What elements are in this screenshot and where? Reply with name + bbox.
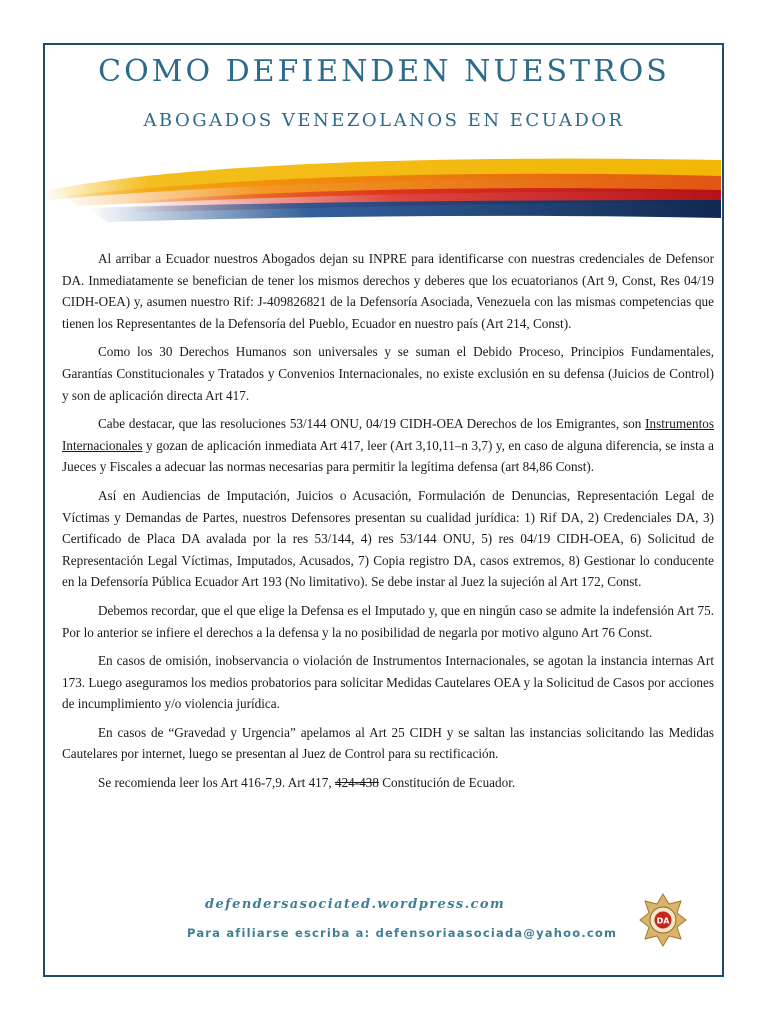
page-title: COMO DEFIENDEN NUESTROS <box>98 54 670 89</box>
paragraph-1: Al arribar a Ecuador nuestros Abogados dejan su INPRE para identificarse con nuestras credenciales de Defensor DA. Inmediatamente se benefician de tener los mismos derechos y deberes que los ecuatorianos (Art 9, Const, Res 04/19 CIDH-OEA) y, asumen nuestro Rif: J-409826821 de la Defensoría Asociada, Venezuela con las mismas competencias que tienen los Representantes de la Defensoría del Pueblo, Ecuador en nuestro país (Art 214, Const). <box>62 251 714 331</box>
paragraph-3-text-a: Cabe destacar, que las resoluciones 53/144 ONU, 04/19 CIDH-OEA Derechos de los Emigrantes, son <box>98 416 646 432</box>
paragraph-5: Debemos recordar, que el que elige la Defensa es el Imputado y, que en ningún caso se admite la indefensión Art 75. Por lo anterior se infiere el derechos a la defensa y la no posibilidad de negarla por motivo alguno Art 76 Const. <box>62 602 714 640</box>
flag-swoosh-banner <box>47 150 721 230</box>
paragraph-3-text-b: y gozan de aplicación inmediata Art 417, leer (Art 3,10,11–n 3,7) y, en caso de alguna diferencia, se insta a Jueces y Fiscales a adecuar las normas necesarias para permitir la legítima defensa (art 84,86 Const). <box>62 437 714 475</box>
instrumentos-internacionales-underlined: Instrumentos Internacionales <box>62 416 714 453</box>
paragraph-3 <box>62 413 714 478</box>
paragraph-8 <box>62 772 714 794</box>
page-subtitle: ABOGADOS VENEZOLANOS EN ECUADOR <box>143 110 625 131</box>
paragraph-6: En casos de omisión, inobservancia o violación de Instrumentos Internacionales, se agotan la instancia internas Art 173. Luego aseguramos los medios probatorios para solicitar Medidas Cautelares OEA y la Solicitud de Casos por acciones de incumplimiento y/o violencia jurídica. <box>62 653 714 712</box>
paragraph-8-text-b: Constitución de Ecuador. <box>378 775 516 791</box>
contact-email-line: Para afiliarse escriba a: defensoriaasociada@yahoo.com <box>187 926 618 940</box>
paragraph-2: Como los 30 Derechos Humanos son universales y se suman el Debido Proceso, Principios Fundamentales, Garantías Constitucionales y Tratados y Convenios Internacionales, no existe exclusión en su defensa (Juicios de Control) y son de aplicación directa Art 417. <box>62 344 714 403</box>
defensoria-seal-icon <box>638 892 688 948</box>
article-body <box>62 248 714 801</box>
paragraph-4: Así en Audiencias de Imputación, Juicios o Acusación, Formulación de Denuncias, Representación Legal de Víctimas y Demandas de Partes, nuestros Defensores presentan su cualidad jurídica: 1) Rif DA, 2) Credenciales DA, 3) Certificado de Placa DA avalada por la res 53/144, 4) res 53/144 ONU, 5) res 04/19 CIDH-OEA, 6) Solicitud de Representación Legal Víctimas, Imputados, Acusados, 7) Copia registro DA, casos extremos, 8) Gestionar lo conducente en la Defensoría Pública Ecuador Art 193 (No limitativo). Se debe instar al Juez la sujeción al Art 172, Const. <box>62 487 714 590</box>
website-link[interactable]: defendersasociated.wordpress.com <box>205 897 506 912</box>
paragraph-8-text-a: Se recomienda leer los Art 416-7,9. Art 417, <box>98 775 335 791</box>
seal-label: DA <box>656 916 670 926</box>
strikethrough-articles: 424-438 <box>334 775 379 791</box>
paragraph-7: En casos de “Gravedad y Urgencia” apelamos al Art 25 CIDH y se saltan las instancias solicitando las Medidas Cautelares por internet, luego se presentan al Juez de Control para su rectificación. <box>62 724 714 762</box>
